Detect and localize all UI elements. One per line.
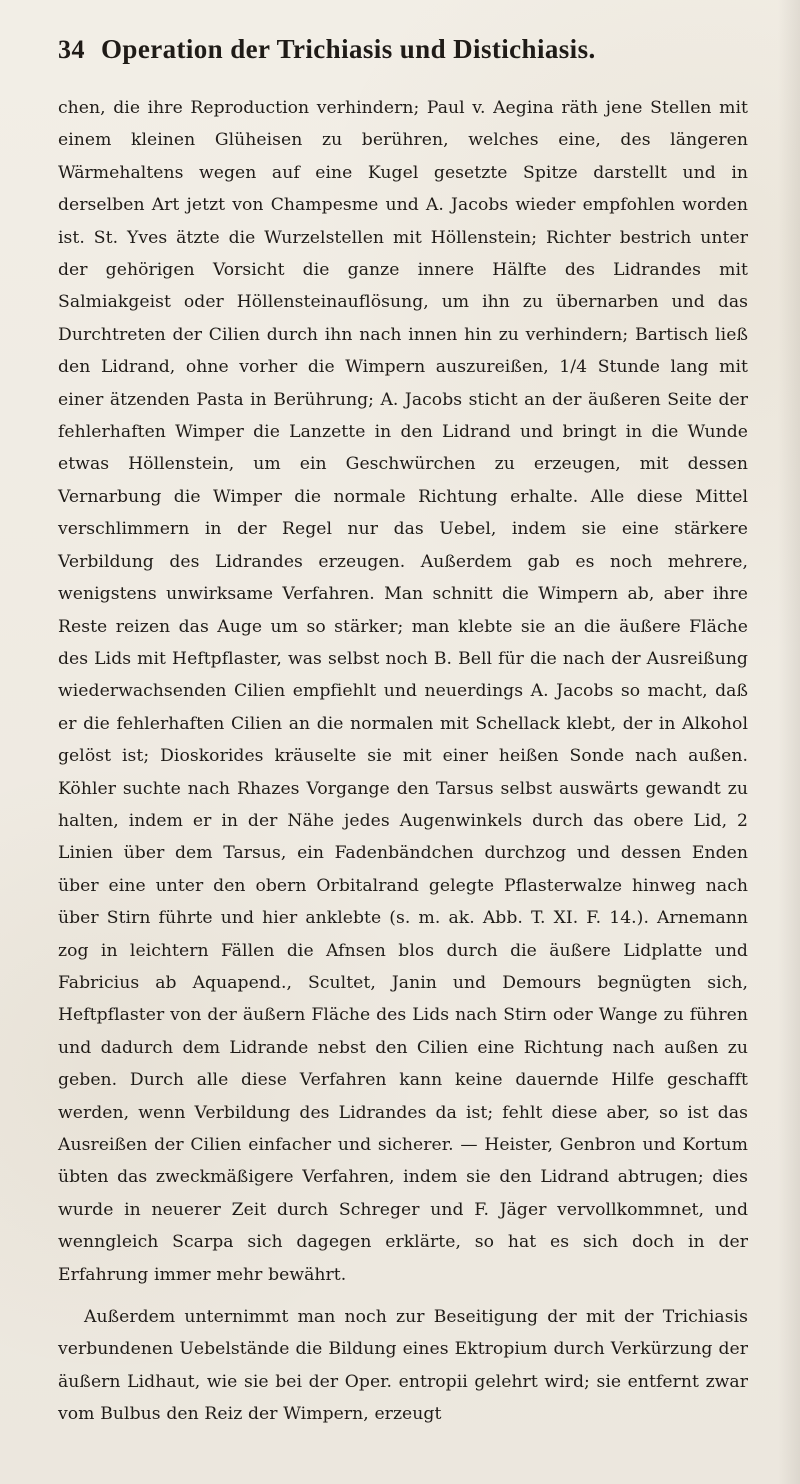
paragraph-1: chen, die ihre Reproduction verhindern; Paul v. Aegina räth jene Stellen mit einem kleinen Glüheisen zu berühren, welches eine, des längeren Wärmehaltens wegen auf eine Kugel gesetzte Spitze darstellt und in derselben Art jetzt von Champesme und A. Jacobs wieder empfohlen worden ist. St. Yves ätzte die Wurzelstellen mit Höllenstein; Richter bestrich unter der gehörigen Vorsicht die ganze innere Hälfte des Lidrandes mit Salmiakgeist oder Höllensteinauflösung, um ihn zu übernarben und das Durchtreten der Cilien durch ihn nach innen hin zu verhindern; Bartisch ließ den Lidrand, ohne vorher die Wimpern auszureißen, 1/4 Stunde lang mit einer ätzenden Pasta in Berührung; A. Jacobs sticht an der äußeren Seite der fehlerhaften Wimper die Lanzette in den Lidrand und bringt in die Wunde etwas Höllenstein, um ein Geschwürchen zu erzeugen, mit dessen Vernarbung die Wimper die normale Richtung erhalte. Alle diese Mittel verschlimmern in der Regel nur das Uebel, indem sie eine stärkere Verbildung des Lidrandes erzeugen. Außerdem gab es noch mehrere, wenigstens unwirksame Verfahren. Man schnitt die Wimpern ab, aber ihre Reste reizen das Auge um so stärker; man klebte sie an die äußere Fläche des Lids mit Heftpflaster, was selbst noch B. Bell für die nach der Ausreißung wiederwachsenden Cilien empfiehlt und neuerdings A. Jacobs so macht, daß er die fehlerhaften Cilien an die normalen mit Schellack klebt, der in Alkohol gelöst ist; Dioskorides kräuselte sie mit einer heißen Sonde nach außen. Köhler suchte nach Rhazes Vorgange den Tarsus selbst auswärts gewandt zu halten, indem er in der Nähe jedes Augenwinkels durch das obere Lid, 2 Linien über dem Tarsus, ein Fadenbändchen durchzog und dessen Enden über eine unter den obern Orbitalrand gelegte Pflasterwalze hinweg nach über Stirn führte und hier anklebte (s. m. ak. Abb. T. XI. F. 14.). Arnemann zog in leichtern Fällen die Afnsen blos durch die äußere Lidplatte und Fabricius ab Aquapend., Scultet, Janin und Demours begnügten sich, Heftpflaster von der äußern Fläche des Lids nach Stirn oder Wange zu führen und dadurch dem Lidrande nebst den Cilien eine Richtung nach außen zu geben. Durch alle diese Verfahren kann keine dauernde Hilfe geschafft werden, wenn Verbildung des Lidrandes da ist; fehlt diese aber, so ist das Ausreißen der Cilien einfacher und sicherer. — Heister, Genbron und Kortum übten das zweckmäßigere Verfahren, indem sie den Lidrand abtrugen; dies wurde in neuerer Zeit durch Schreger und F. Jäger vervollkommnet, und wenngleich Scarpa sich dagegen erklärte, so hat es sich doch in der Erfahrung immer mehr bewährt. [58,98,748,1285]
page-header [58,34,748,74]
running-head: Operation der Trichiasis und Distichiasis. [101,34,596,64]
paragraph-2: Außerdem unternimmt man noch zur Beseitigung der mit der Trichiasis verbundenen Uebelstände die Bildung eines Ektropium durch Verkürzung der äußern Lidhaut, wie sie bei der Oper. entropii gelehrt wird; sie entfernt zwar vom Bulbus den Reiz der Wimpern, erzeugt [58,1307,748,1425]
page-edge-shadow [778,0,800,1484]
page-number: 34 [58,35,85,64]
body-text [58,92,748,1431]
